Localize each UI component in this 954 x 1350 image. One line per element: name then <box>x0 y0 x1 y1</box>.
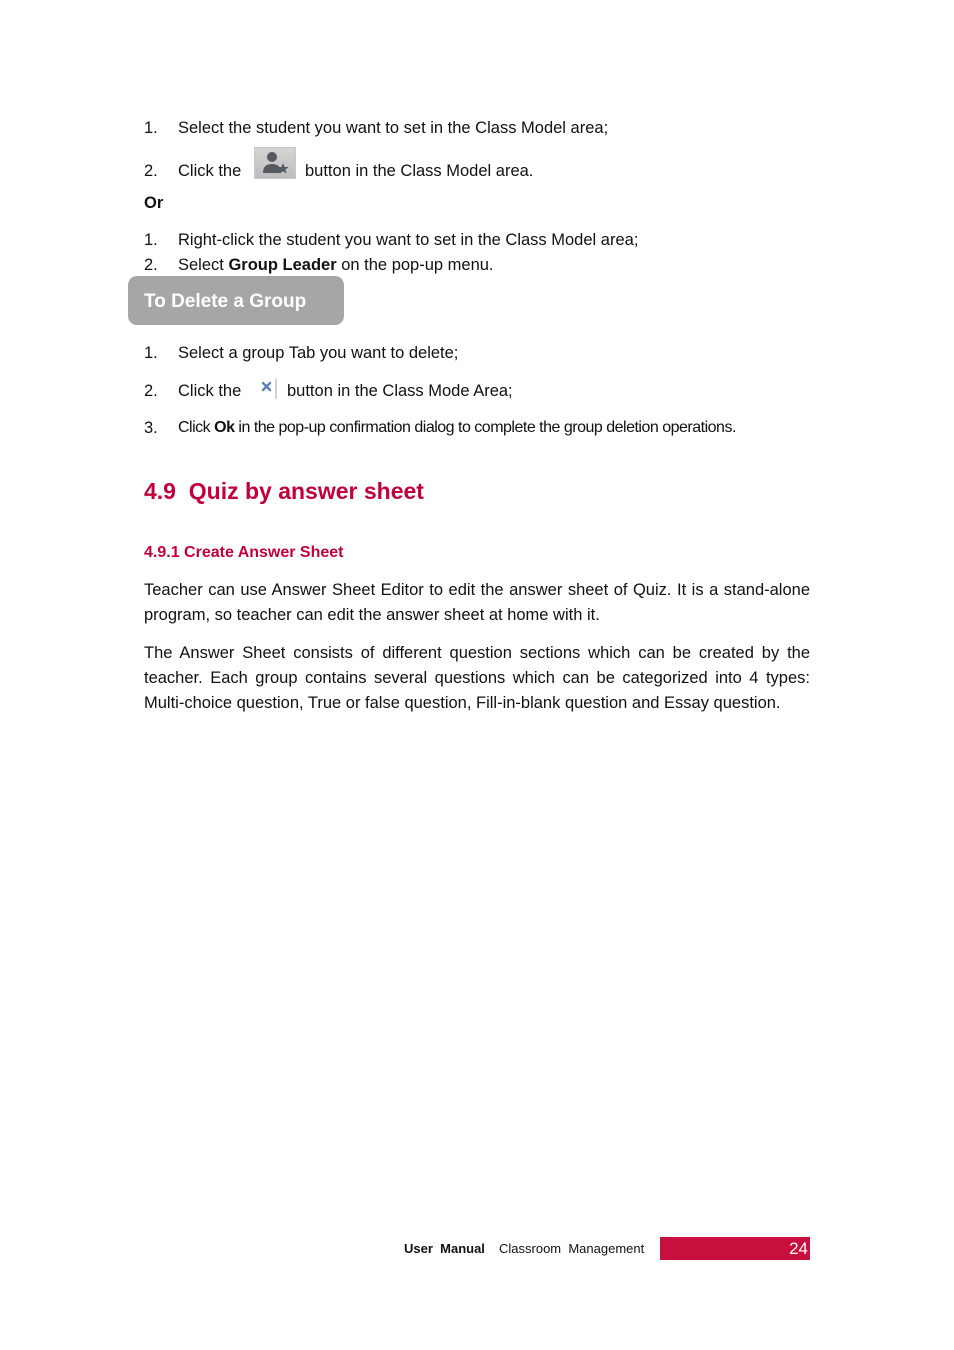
button-name: Ok <box>214 419 235 436</box>
section-header-pill <box>128 276 344 325</box>
body-paragraph: Teacher can use Answer Sheet Editor to edit the answer sheet of Quiz. It is a stand-alone program, so teacher can edit the answer sheet at home with it. <box>144 581 810 624</box>
footer-doc-title: Classroom Management <box>499 1241 645 1256</box>
step-number: 1. <box>144 231 158 249</box>
step-text-post: button in the Class Model area. <box>305 162 534 180</box>
step-text: Right-click the student you want to set in the Class Model area; <box>178 231 639 249</box>
step-number: 3. <box>144 419 158 437</box>
step-number: 2. <box>144 162 158 180</box>
group-leader-icon <box>254 147 296 179</box>
section-heading: 4.9 Quiz by answer sheet <box>144 478 424 504</box>
subsection-heading: 4.9.1 Create Answer Sheet <box>144 544 344 561</box>
section-header-title: To Delete a Group <box>144 291 307 312</box>
step-text-post: on the pop-up menu. <box>341 256 494 274</box>
step-text-pre: Click the <box>178 162 242 180</box>
step-text <box>178 255 494 275</box>
body-paragraph: The Answer Sheet consists of different question sections which can be created by the teacher. Each group contains several questions which can be categorized into 4 types: Multi-choice question, True or false question, Fill-in-blank question and Essay question. <box>144 644 810 712</box>
step-text-post: in the pop-up confirmation dialog to complete the group deletion operations. <box>238 419 736 436</box>
step-text-post: button in the Class Mode Area; <box>287 382 513 400</box>
step-text-pre: Click the <box>178 382 242 400</box>
page-number: 24 <box>789 1239 808 1258</box>
step-text <box>178 418 736 438</box>
or-label: Or <box>144 194 164 212</box>
step-number: 1. <box>144 344 158 362</box>
step-number: 1. <box>144 119 158 137</box>
delete-group-icon <box>258 378 280 400</box>
step-text: Select the student you want to set in the Class Model area; <box>178 119 609 137</box>
footer-doc-type: User Manual <box>404 1241 485 1256</box>
menu-item-name: Group Leader <box>228 256 337 274</box>
step-text: Select a group Tab you want to delete; <box>178 344 459 362</box>
step-text-pre: Select <box>178 256 224 274</box>
step-text-pre: Click <box>178 419 211 436</box>
step-number: 2. <box>144 382 158 400</box>
step-number: 2. <box>144 256 158 274</box>
footer-page-bar <box>660 1237 810 1260</box>
